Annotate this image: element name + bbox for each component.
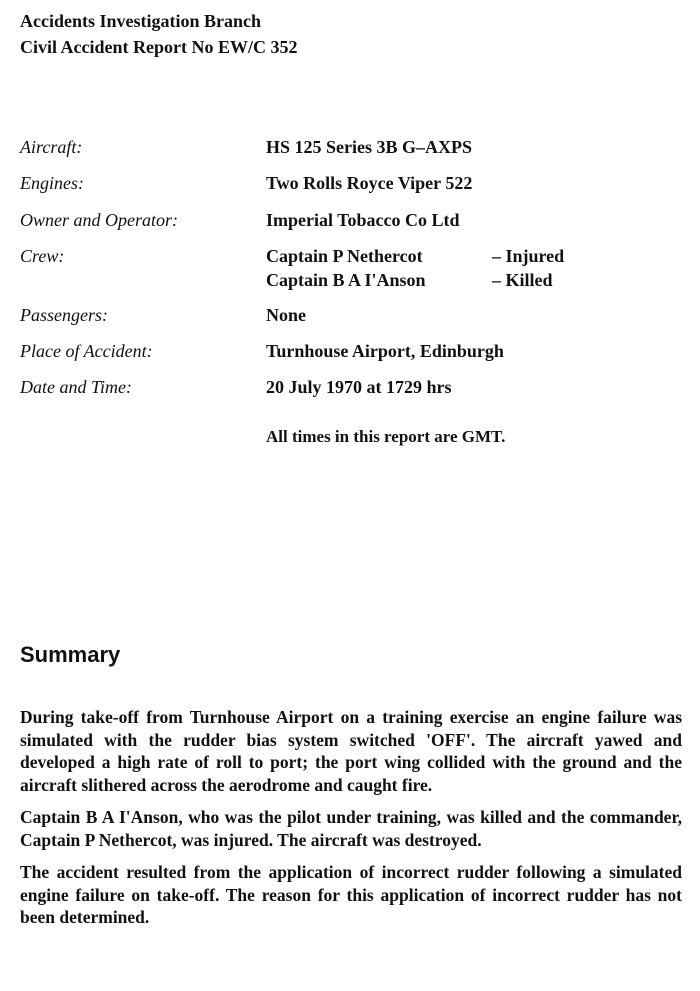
crew-member-status: – Injured xyxy=(492,246,565,266)
aircraft-label: Aircraft: xyxy=(20,137,83,157)
summary-paragraph: Captain B A I'Anson, who was the pilot under training, was killed and the commander, Captain P Nethercot, was injured. The aircraft was destroyed. xyxy=(20,807,682,850)
crew-member-name: Captain B A I'Anson xyxy=(266,270,426,290)
branch-name: Accidents Investigation Branch xyxy=(20,11,262,31)
engines-value: Two Rolls Royce Viper 522 xyxy=(266,173,473,193)
place-label: Place of Accident: xyxy=(20,341,153,361)
summary-paragraph: The accident resulted from the application of incorrect rudder following a simulated engine failure on take-off. The reason for this application of incorrect rudder has not been determined. xyxy=(20,862,682,927)
time-note: All times in this report are GMT. xyxy=(266,427,506,446)
engines-label: Engines: xyxy=(20,173,84,193)
report-number: Civil Accident Report No EW/C 352 xyxy=(20,37,298,57)
datetime-label: Date and Time: xyxy=(20,377,132,397)
aircraft-value: HS 125 Series 3B G–AXPS xyxy=(266,137,473,157)
crew-list xyxy=(266,246,626,294)
datetime-value: 20 July 1970 at 1729 hrs xyxy=(266,377,452,397)
summary-paragraph: During take-off from Turnhouse Airport on a training exercise an engine failure was simulated with the rudder bias system switched 'OFF'. The aircraft yawed and developed a high rate of roll to port; the port wing collided with the ground and the aircraft slithered across the aerodrome and caught fire. xyxy=(20,707,682,795)
owner-label: Owner and Operator: xyxy=(20,210,178,230)
place-value: Turnhouse Airport, Edinburgh xyxy=(266,341,504,361)
crew-member xyxy=(266,270,626,294)
crew-label: Crew: xyxy=(20,246,65,266)
crew-member-status: – Killed xyxy=(492,270,553,290)
crew-member-name: Captain P Nethercot xyxy=(266,246,423,266)
passengers-label: Passengers: xyxy=(20,305,108,325)
summary-heading: Summary xyxy=(20,642,121,667)
summary-body xyxy=(20,706,682,939)
report-header xyxy=(20,8,297,60)
passengers-value: None xyxy=(266,305,306,325)
crew-member xyxy=(266,246,626,270)
owner-value: Imperial Tobacco Co Ltd xyxy=(266,210,460,230)
